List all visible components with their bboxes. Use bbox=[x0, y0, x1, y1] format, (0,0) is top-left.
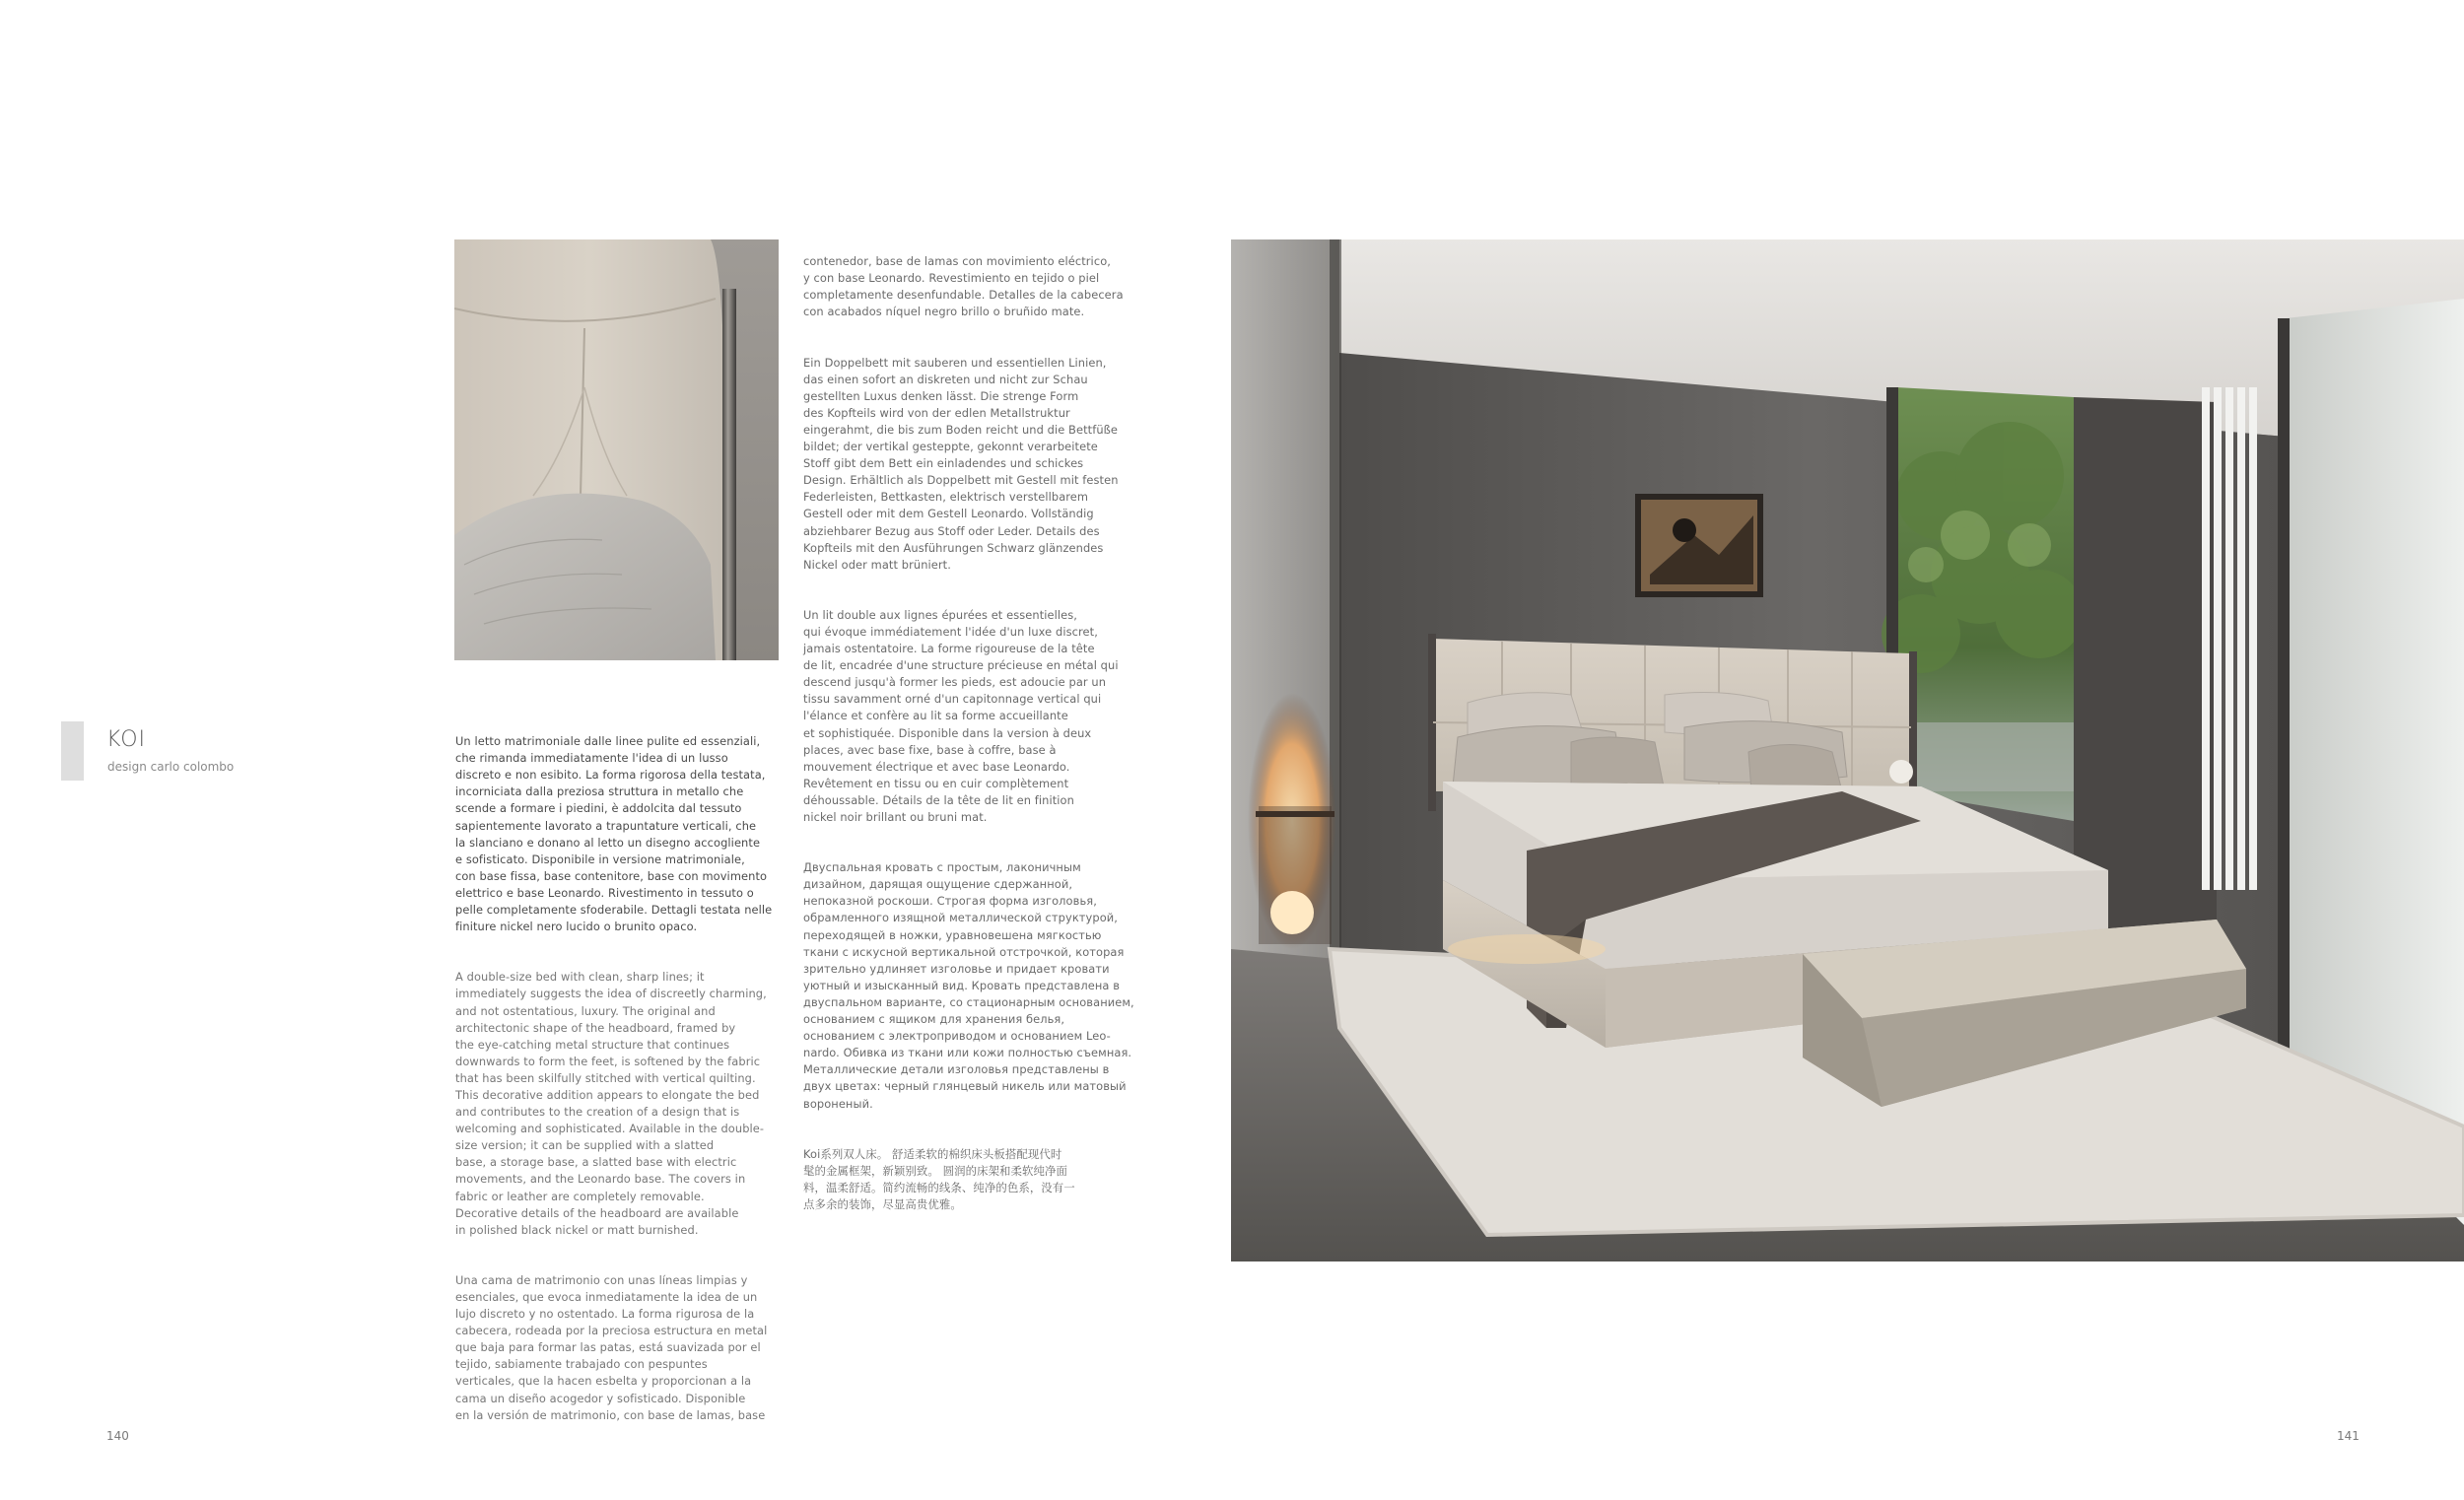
text-column-1 bbox=[455, 716, 790, 1458]
text-german: Ein Doppelbett mit sauberen und essentiellen Linien, das einen sofort an diskreten und nicht zur Schau gestellten Luxus denken lässt. Die strenge Form des Kopfteils wird von der edlen Metallstruktur eingerahmt, die bis zum Boden reicht und die Bettfüße bildet; der vertikal gesteppte, gekonnt verarbeitete Stoff gibt dem Bett ein einladendes und schickes Design. Erhältlich als Doppelbett mit Gestell mit festen Federleisten, Bettkasten, elektrisch verstellbarem Gestell oder mit dem Gestell Leonardo. Vollständig abziehbarer Bezug aus Stoff oder Leder. Details des Kopfteils mit den Ausführungen Schwarz glänzendes Nickel oder matt brüniert. bbox=[803, 355, 1119, 572]
text-spanish-cont: contenedor, base de lamas con movimiento eléctrico, y con base Leonardo. Revestimiento en tejido o piel completamente desenfundable. Detalles de la cabecera con acabados níquel negro brillo o bruñido mate. bbox=[803, 254, 1124, 319]
text-russian: Двуспальная кровать с простым, лаконичным дизайном, дарящая ощущение сдержанной, непоказной роскоши. Строгая форма изголовья, обрамленного изящной металлической структурой, переходящей в ножки, уравновешена мягкостью ткани с искусной вертикальной отстрочкой, которая зрительно удлиняет изголовье и придает кровати уютный и изысканный вид. Кровать представлена в двуспальном варианте, со стационарным основанием, основанием с ящиком для хранения белья, основанием с электроприводом и основанием Leo- nardo. Обивка из ткани или кожи полностью съемная. Металлические детали изголовья представлены в двух цветах: черный глянцевый никель или матовый вороненый. bbox=[803, 860, 1134, 1111]
text-french: Un lit double aux lignes épurées et essentielles, qui évoque immédiatement l'idée d'un luxe discret, jamais ostentatoire. La forme rigoureuse de la tête de lit, encadrée d'une structure précieuse en métal qui descend jusqu'à former les pieds, est adoucie par un tissu savamment orné d'un capitonnage vertical qui l'élance et confère au lit sa forme accueillante et sophistiquée. Disponible dans la version à deux places, avec base fixe, base à coffre, base à mouvement électrique et avec base Leonardo. Revêtement en tissu ou en cuir complètement déhoussable. Détails de la tête de lit en finition nickel noir brillant ou bruni mat. bbox=[803, 607, 1119, 824]
product-title: KOI bbox=[106, 727, 147, 752]
headboard-detail-image bbox=[454, 239, 779, 660]
text-english: A double-size bed with clean, sharp lines; it immediately suggests the idea of discreetly charming, and not ostentatious, luxury. The original and architectonic shape of the headboard, framed by the eye-catching metal structure that continues downwards to form the feet, is softened by the fabric that has been skilfully stitched with vertical quilting. This decorative addition appears to elongate the bed and contributes to the creation of a design that is welcoming and sophisticated. Available in the double- size version; it can be supplied with a slatted base, a storage base, a slatted base with electric movements, and the Leonardo base. The covers in fabric or leather are completely removable. Decorative details of the headboard are available in polished black nickel or matt burnished. bbox=[455, 970, 767, 1237]
text-spanish: Una cama de matrimonio con unas líneas limpias y esenciales, que evoca inmediatamente la idea de un lujo discreto y no ostentado. La forma rigurosa de la cabecera, rodeada por la preciosa estructura en metal que baja para formar las patas, está suavizada por el tejido, sabiamente trabajado con pespuntes verticales, que la hacen esbelta y proporcionan a la cama un diseño acogedor y sofisticado. Disponible en la versión de matrimonio, con base de lamas, base bbox=[455, 1272, 768, 1422]
page-number-right: 141 bbox=[2337, 1429, 2360, 1443]
bedroom-image bbox=[1231, 239, 2464, 1261]
page-number-left: 140 bbox=[106, 1429, 129, 1443]
text-chinese: Koi系列双人床。 舒适柔软的棉织床头板搭配现代时 髦的金属框架，新颖别致。 圆润的床架和柔软纯净面 料，温柔舒适。简约流畅的线条、纯净的色系，没有一 点多余的装饰，尽显高贵优雅。 bbox=[803, 1146, 1075, 1211]
bedroom-photo bbox=[1231, 239, 2464, 1261]
title-accent-bar bbox=[61, 721, 84, 781]
text-italian: Un letto matrimoniale dalle linee pulite ed essenziali, che rimanda immediatamente l'idea di un lusso discreto e non esibito. La forma rigorosa della testata, incorniciata dalla preziosa struttura in metallo che scende a formare i piedini, è addolcita dal tessuto sapientemente lavorato a trapuntature verticali, che la slanciano e donano al letto un disegno accogliente e sofisticato. Disponibile in versione matrimoniale, con base fissa, base contenitore, base con movimento elettrico e base Leonardo. Rivestimento in tessuto o pelle completamente sfoderabile. Dettagli testata nelle finiture nickel nero lucido o brunito opaco. bbox=[455, 734, 773, 934]
headboard-detail-photo bbox=[454, 239, 779, 660]
text-column-2 bbox=[803, 237, 1143, 1247]
product-designer: design carlo colombo bbox=[107, 760, 235, 774]
